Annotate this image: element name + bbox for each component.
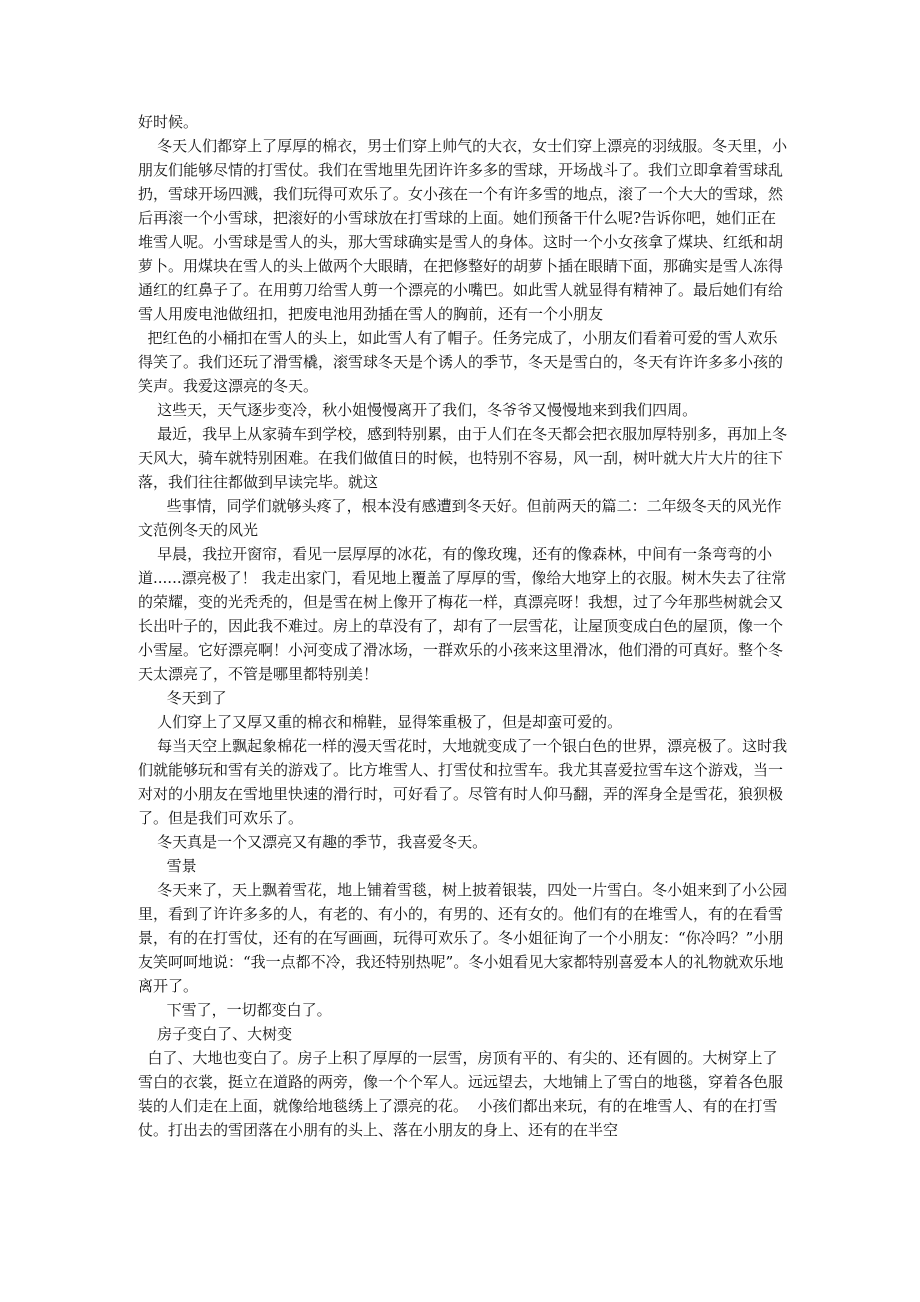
paragraph-5: 最近，我早上从家骑车到学校，感到特别累，由于人们在冬天都会把衣服加厚特别多，再加上冬天风大，骑车就特别困难。在我们做值日的时候，也特别不容易，风一刮，树叶就大片大片的往下落，我们往往都做到早读完毕。就这 (138, 425, 788, 491)
paragraph-15: 房子变白了、大树变 (138, 1025, 293, 1043)
paragraph-14: 下雪了，一切都变白了。 (138, 1001, 332, 1019)
paragraph-3: 把红色的小桶扣在雪人的头上，如此雪人有了帽子。任务完成了，小朋友们看着可爱的雪人欢乐得笑了。我们还玩了滑雪橇，滚雪球冬天是个诱人的季节，冬天是雪白的，冬天有许许多多小孩的笑声。我爱这漂亮的冬天。 (138, 329, 784, 395)
paragraph-6: 些事情，同学们就够头疼了，根本没有感遭到冬天好。但前两天的篇二：二年级冬天的风光作文范例冬天的风光 (138, 497, 782, 539)
section-heading-winter-arrived: 冬天到了 (138, 689, 227, 707)
paragraph-11: 冬天真是一个又漂亮又有趣的季节，我喜爱冬天。 (138, 833, 488, 851)
section-heading-snow-scene: 雪景 (138, 857, 197, 875)
paragraph-7: 早晨，我拉开窗帘，看见一层厚厚的冰花，有的像玫瑰，还有的像森林，中间有一条弯弯的小道......漂亮极了！ 我走出家门，看见地上覆盖了厚厚的雪，像给大地穿上的衣服。树木失去了往常的荣耀，变的光秃秃的，但是雪在树上像开了梅花一样，真漂亮呀！我想，过了今年那些树就会又长出叶子的，因此我不难过。房上的草没有了，却有了一层雪花，让屋顶变成白色的屋顶，像一个小雪屋。它好漂亮啊！小河变成了滑冰场，一群欢乐的小孩来这里滑冰，他们滑的可真好。整个冬天太漂亮了，不管是哪里都特别美！ (138, 545, 787, 683)
paragraph-1: 好时候。 (138, 113, 199, 131)
paragraph-10: 每当天空上飘起象棉花一样的漫天雪花时，大地就变成了一个银白色的世界，漂亮极了。这时我们就能够玩和雪有关的游戏了。比方堆雪人、打雪仗和拉雪车。我尤其喜爱拉雪车这个游戏，当一对对的小朋友在雪地里快速的滑行时，可好看了。尽管有时人仰马翻，弄的浑身全是雪花，狼狈极了。但是我们可欢乐了。 (138, 737, 788, 827)
paragraph-4: 这些天，天气逐步变冷，秋小姐慢慢离开了我们，冬爷爷又慢慢地来到我们四周。 (138, 401, 698, 419)
paragraph-9: 人们穿上了又厚又重的棉衣和棉鞋，显得笨重极了，但是却蛮可爱的。 (138, 713, 623, 731)
paragraph-13: 冬天来了，天上飘着雪花，地上铺着雪毯，树上披着银装，四处一片雪白。冬小姐来到了小公园里，看到了许许多多的人，有老的、有小的，有男的、还有女的。他们有的在堆雪人，有的在看雪景，有的在打雪仗，还有的在写画画，玩得可欢乐了。冬小姐征询了一个小朋友：“你冷吗？”小朋友笑呵呵地说：“我一点都不冷，我还特别热呢”。冬小姐看见大家都特别喜爱本人的礼物就欢乐地离开了。 (138, 881, 788, 995)
document-body (138, 110, 788, 1142)
paragraph-16: 白了、大地也变白了。房子上积了厚厚的一层雪，房顶有平的、有尖的、还有圆的。大树穿上了雪白的衣裳，挺立在道路的两旁，像一个个军人。远远望去，大地铺上了雪白的地毯，穿着各色服装的人们走在上面，就像给地毯绣上了漂亮的花。 小孩们都出来玩，有的在堆雪人、有的在打雪仗。打出去的雪团落在小朋有的头上、落在小朋友的身上、还有的在半空 (138, 1049, 784, 1139)
paragraph-2: 冬天人们都穿上了厚厚的棉衣，男士们穿上帅气的大衣，女士们穿上漂亮的羽绒服。冬天里，小朋友们能够尽情的打雪仗。我们在雪地里先团许许多多的雪球，开场战斗了。我们立即拿着雪球乱扔，雪球开场四溅，我们玩得可欢乐了。女小孩在一个有许多雪的地点，滚了一个大大的雪球，然后再滚一个小雪球，把滚好的小雪球放在打雪球的上面。她们预备干什么呢?告诉你吧，她们正在堆雪人呢。小雪球是雪人的头，那大雪球确实是雪人的身体。这时一个小女孩拿了煤块、红纸和胡萝卜。用煤块在雪人的头上做两个大眼睛，在把修整好的胡萝卜插在眼睛下面，那确实是雪人冻得通红的红鼻子了。在用剪刀给雪人剪一个漂亮的小嘴巴。如此雪人就显得有精神了。最后她们有给雪人用废电池做纽扣，把废电池用劲插在雪人的胸前，还有一个小朋友 (138, 137, 788, 323)
